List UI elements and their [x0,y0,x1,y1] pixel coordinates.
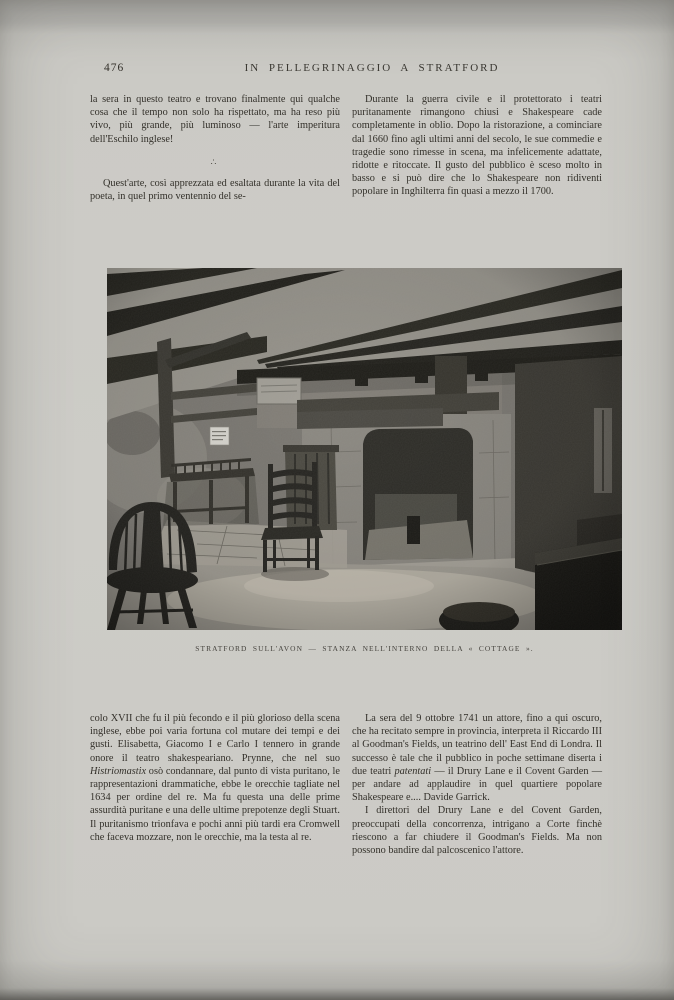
cottage-photo-illustration [107,268,622,630]
page-number: 476 [104,62,125,74]
paragraph: Durante la guerra civile e il protettorato i teatri puritanamente rimangono chiusi e Shakespeare cade completamente in oblio. Dopo la ristorazione, a cominciare dal 1660 fino agli ultimi anni del secolo, le sue commedie e tragedie sono rimesse in scena, ma infelicemente adattate, ridotte e ritoccate. Il gusto del pubblico è sceso molto in basso e si può dire che lo Shakespeare non ridiventi popolare in Inghilterra fin quasi a mezzo il 1700. [352,94,602,198]
paragraph: Quest'arte, così apprezzata ed esaltata durante la vita del poeta, in quel primo ventennio del se- [90,177,340,203]
paragraph: la sera in questo teatro e trovano finalmente qui qualche cosa che il tempo non solo ha rispettato, ma ha reso più vivo, più grande, più luminoso — l'arte imperitura dell'Eschilo inglese! [90,94,340,145]
cottage-interior-photo [107,268,622,630]
asterism-separator: ∴ [210,156,220,167]
running-title: IN PELLEGRINAGGIO A STRATFORD [244,62,500,74]
paragraph: colo XVII che fu il più fecondo e il più glorioso della scena inglese, ebbe poi varia fortuna col mutare dei tempi e dei gusti. Elisabetta, Giacomo I e Carlo I tennero in grande onore il teatro shakespeariano. Prynne, che nel suo Histriomastix osò condannare, dal punto di vista puritano, le rappresentazioni drammatiche, ebbe le orecchie tagliate nel 1634 per ordine del re. Ma fu questa una delle prime assurdità puritane e una delle ultime prepotenze degli Stuart. Il puritanismo trionfava e pochi anni più tardi era Cromwell che faceva mozzare, non le orecchie, ma la testa al re. [90,713,340,843]
bottom-right-column [352,712,602,857]
top-left-column [90,93,340,203]
photo-caption: STRATFORD SULL'AVON — STANZA NELL'INTERNO DELLA « COTTAGE ». [195,644,534,653]
top-right-column [352,93,602,199]
paragraph: La sera del 9 ottobre 1741 un attore, fino a qui oscuro, che ha recitato sempre in provincia, interpreta il Riccardo III al Goodman's Fields, un teatrino dell' East End di Londra. Il successo è tale che il pubblico in poche settimane diserta i due teatri patentati — il Drury Lane e il Covent Garden — per andare ad applaudire in quel quartiere popolare Shakespeare e.... Davide Garrick. [352,713,602,804]
bottom-left-column [90,712,340,844]
paragraph: I direttori del Drury Lane e del Covent Garden, preoccupati della concorrenza, intrigano a Corte finchè riescono a far chiudere il Goodman's Fields. Ma non possono bandire dal palcoscenico l'attore. [352,805,602,857]
